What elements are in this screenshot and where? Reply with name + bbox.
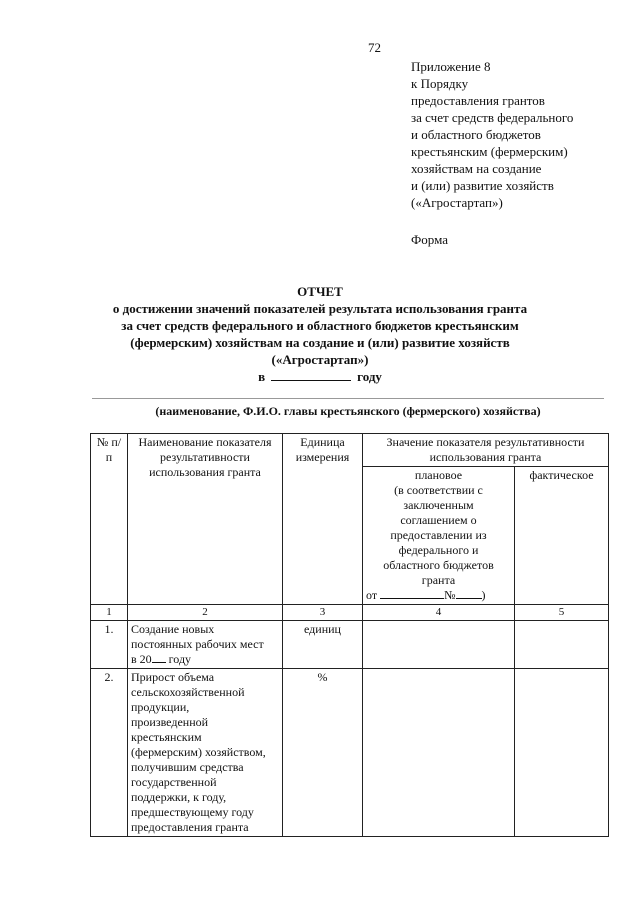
report-title bbox=[0, 283, 640, 385]
row-name-line: предоставления гранта bbox=[131, 820, 249, 834]
year-suffix: году bbox=[357, 369, 382, 384]
column-number-row bbox=[91, 605, 609, 621]
row-num: 2. bbox=[91, 669, 128, 837]
closing-paren: ) bbox=[481, 588, 486, 602]
column-number: 5 bbox=[515, 605, 609, 621]
report-year-line bbox=[0, 368, 640, 385]
header-planned bbox=[363, 467, 515, 605]
planned-line: предоставлении из bbox=[390, 528, 487, 542]
planned-line: заключенным bbox=[403, 498, 474, 512]
planned-line: соглашением о bbox=[400, 513, 477, 527]
agreement-number-field[interactable] bbox=[456, 588, 482, 599]
header-unit: Единица измерения bbox=[283, 434, 363, 605]
appendix-line: и (или) развитие хозяйств bbox=[411, 178, 554, 193]
row-planned-cell[interactable] bbox=[363, 669, 515, 837]
row-year-suffix: году bbox=[168, 652, 192, 666]
planned-line: областного бюджетов bbox=[383, 558, 494, 572]
row-name-line: постоянных рабочих мест bbox=[131, 637, 264, 651]
form-label: Форма bbox=[411, 232, 448, 247]
title-line: за счет средств федерального и областного бюджетов крестьянским bbox=[121, 318, 519, 333]
row-name-line: предшествующему году bbox=[131, 805, 254, 819]
appendix-line: за счет средств федерального bbox=[411, 110, 574, 125]
planned-line: федерального и bbox=[398, 543, 479, 557]
row-year-field[interactable] bbox=[152, 652, 166, 663]
planned-line: плановое bbox=[414, 468, 463, 482]
title-line: о достижении значений показателей результата использования гранта bbox=[112, 301, 528, 316]
row-name-line: крестьянским bbox=[131, 730, 202, 744]
table-row bbox=[91, 621, 609, 669]
header-value-group: Значение показателя результативности использования гранта bbox=[363, 434, 609, 467]
column-number: 1 bbox=[91, 605, 128, 621]
organization-name-field[interactable] bbox=[92, 398, 604, 399]
column-number: 2 bbox=[128, 605, 283, 621]
agreement-date-field[interactable] bbox=[380, 588, 444, 599]
title-line: («Агростартап») bbox=[271, 352, 369, 367]
row-actual-cell[interactable] bbox=[515, 669, 609, 837]
row-num: 1. bbox=[91, 621, 128, 669]
page-number: 72 bbox=[368, 40, 381, 55]
appendix-line: Приложение 8 bbox=[411, 59, 491, 74]
appendix-line: хозяйствам на создание bbox=[411, 161, 542, 176]
row-unit: % bbox=[283, 669, 363, 837]
row-planned-cell[interactable] bbox=[363, 621, 515, 669]
planned-line: (в соответствии с bbox=[394, 483, 483, 497]
number-sign: № bbox=[444, 588, 456, 602]
organization-caption: (наименование, Ф.И.О. главы крестьянского (фермерского) хозяйства) bbox=[155, 404, 541, 418]
title-line: (фермерским) хозяйствам на создание и (или) развитие хозяйств bbox=[130, 335, 510, 350]
row-name-line: государственной bbox=[131, 775, 217, 789]
appendix-line: («Агростартап») bbox=[411, 195, 503, 210]
planned-line: гранта bbox=[421, 573, 456, 587]
table-row bbox=[91, 669, 609, 837]
appendix-note bbox=[411, 58, 573, 211]
report-year-field[interactable] bbox=[271, 369, 351, 381]
row-name-line: Создание новых bbox=[131, 622, 215, 636]
title-line: ОТЧЕТ bbox=[297, 284, 343, 299]
agreement-date-number-line bbox=[366, 588, 511, 603]
appendix-line: крестьянским (фермерским) bbox=[411, 144, 568, 159]
row-name bbox=[128, 621, 283, 669]
year-prefix: в bbox=[258, 369, 266, 384]
header-actual: фактическое bbox=[515, 467, 609, 605]
row-name-line: произведенной bbox=[131, 715, 209, 729]
header-num: № п/п bbox=[91, 434, 128, 605]
row-name-year-line bbox=[131, 652, 279, 667]
appendix-line: предоставления грантов bbox=[411, 93, 545, 108]
row-name-line: Прирост объема bbox=[131, 670, 215, 684]
row-name bbox=[128, 669, 283, 837]
row-name-line: сельскохозяйственной bbox=[131, 685, 245, 699]
column-number: 3 bbox=[283, 605, 363, 621]
table-header-row bbox=[91, 434, 609, 467]
row-unit: единиц bbox=[283, 621, 363, 669]
row-name-line: продукции, bbox=[131, 700, 190, 714]
header-name: Наименование показателя результативности использования гранта bbox=[128, 434, 283, 605]
row-actual-cell[interactable] bbox=[515, 621, 609, 669]
appendix-line: и областного бюджетов bbox=[411, 127, 541, 142]
row-name-line: получившим средства bbox=[131, 760, 244, 774]
row-year-prefix: в 20 bbox=[131, 652, 152, 666]
appendix-line: к Порядку bbox=[411, 76, 469, 91]
indicators-table bbox=[90, 433, 609, 837]
column-number: 4 bbox=[363, 605, 515, 621]
row-name-line: поддержки, к году, bbox=[131, 790, 227, 804]
from-label: от bbox=[366, 588, 378, 602]
row-name-line: (фермерским) хозяйством, bbox=[131, 745, 266, 759]
